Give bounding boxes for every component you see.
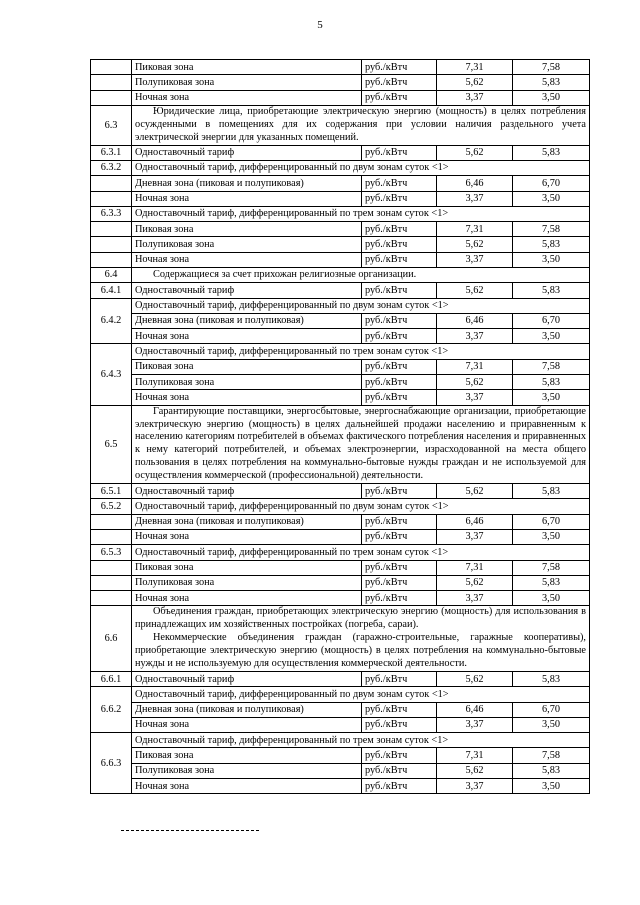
value-period-2: 7,58 [513,359,590,374]
row-number-cell [91,529,132,544]
consumer-category-description [132,267,590,282]
value-period-2: 3,50 [513,252,590,267]
tariff-label: Пиковая зона [132,560,362,575]
value-period-1: 6,46 [437,702,513,717]
table-row [91,90,590,105]
tariff-label: Пиковая зона [132,222,362,237]
value-period-1: 5,62 [437,283,513,298]
row-number-cell: 6.3.3 [91,206,132,221]
table-row [91,405,590,483]
value-period-2: 3,50 [513,529,590,544]
value-period-2: 7,58 [513,748,590,763]
value-period-1: 6,46 [437,176,513,191]
row-number-cell [91,514,132,529]
row-number-cell: 6.6.2 [91,687,132,733]
value-period-2: 6,70 [513,176,590,191]
tariff-label: Дневная зона (пиковая и полупиковая) [132,514,362,529]
unit-cell: руб./кВтч [362,222,437,237]
tariff-label: Ночная зона [132,329,362,344]
consumer-category-description [132,105,590,145]
table-row [91,283,590,298]
table-row [91,75,590,90]
unit-cell: руб./кВтч [362,359,437,374]
table-row [91,329,590,344]
row-number-cell [91,191,132,206]
row-number-cell [91,222,132,237]
table-row [91,390,590,405]
table-row [91,606,590,672]
table-row [91,575,590,590]
tariff-group-label: Одноставочный тариф, дифференцированный по двум зонам суток <1> [132,160,590,175]
table-row [91,591,590,606]
unit-cell: руб./кВтч [362,672,437,687]
consumer-category-description [132,606,590,672]
value-period-2: 7,58 [513,60,590,75]
unit-cell: руб./кВтч [362,779,437,794]
value-period-2: 5,83 [513,575,590,590]
unit-cell: руб./кВтч [362,375,437,390]
value-period-1: 3,37 [437,191,513,206]
value-period-2: 5,83 [513,237,590,252]
tariff-label: Ночная зона [132,529,362,544]
value-period-1: 3,37 [437,529,513,544]
value-period-2: 3,50 [513,591,590,606]
unit-cell: руб./кВтч [362,560,437,575]
row-number-cell [91,60,132,75]
row-number-cell [91,237,132,252]
unit-cell: руб./кВтч [362,763,437,778]
table-row [91,375,590,390]
row-number-cell: 6.3.1 [91,145,132,160]
tariff-group-label: Одноставочный тариф, дифференцированный по трем зонам суток <1> [132,733,590,748]
table-row [91,499,590,514]
unit-cell: руб./кВтч [362,390,437,405]
table-row [91,60,590,75]
tariff-table-body [91,60,590,794]
unit-cell: руб./кВтч [362,484,437,499]
table-row [91,237,590,252]
table-row [91,344,590,359]
consumer-category-description [132,405,590,483]
row-number-cell [91,560,132,575]
table-row [91,145,590,160]
tariff-table [90,59,590,794]
value-period-1: 5,62 [437,75,513,90]
value-period-1: 7,31 [437,748,513,763]
tariff-label: Пиковая зона [132,748,362,763]
value-period-2: 6,70 [513,702,590,717]
tariff-label: Полупиковая зона [132,75,362,90]
table-row [91,763,590,778]
value-period-1: 6,46 [437,514,513,529]
value-period-1: 7,31 [437,222,513,237]
value-period-2: 5,83 [513,283,590,298]
footnote-separator [121,830,259,831]
row-number-cell: 6.6.1 [91,672,132,687]
unit-cell: руб./кВтч [362,575,437,590]
row-number-cell [91,176,132,191]
unit-cell: руб./кВтч [362,237,437,252]
value-period-1: 5,62 [437,763,513,778]
tariff-label: Ночная зона [132,90,362,105]
description-paragraph: Юридические лица, приобретающие электрическую энергию (мощность) в целях потребления осужденными в помещениях для их содержания при условии наличия раздельного учета электрической энергии для указанных помещений. [135,105,586,143]
table-row [91,560,590,575]
row-number-cell: 6.3.2 [91,160,132,175]
row-number-cell: 6.5 [91,405,132,483]
unit-cell: руб./кВтч [362,176,437,191]
value-period-1: 7,31 [437,359,513,374]
value-period-2: 3,50 [513,329,590,344]
row-number-cell [91,252,132,267]
page-number: 5 [317,19,323,31]
unit-cell: руб./кВтч [362,90,437,105]
table-row [91,748,590,763]
value-period-1: 5,62 [437,145,513,160]
value-period-1: 3,37 [437,779,513,794]
tariff-label: Дневная зона (пиковая и полупиковая) [132,313,362,328]
tariff-group-label: Одноставочный тариф, дифференцированный по трем зонам суток <1> [132,545,590,560]
table-row [91,176,590,191]
table-row [91,313,590,328]
value-period-1: 3,37 [437,329,513,344]
tariff-label: Одноставочный тариф [132,145,362,160]
row-number-cell: 6.5.3 [91,545,132,560]
value-period-2: 6,70 [513,514,590,529]
value-period-2: 5,83 [513,484,590,499]
value-period-2: 5,83 [513,75,590,90]
value-period-2: 3,50 [513,717,590,732]
row-number-cell: 6.6.3 [91,733,132,794]
unit-cell: руб./кВтч [362,748,437,763]
value-period-2: 5,83 [513,145,590,160]
unit-cell: руб./кВтч [362,717,437,732]
table-row [91,267,590,282]
tariff-label: Ночная зона [132,591,362,606]
table-row [91,206,590,221]
value-period-2: 3,50 [513,390,590,405]
unit-cell: руб./кВтч [362,60,437,75]
row-number-cell: 6.4.3 [91,344,132,405]
tariff-label: Полупиковая зона [132,375,362,390]
description-paragraph: Некоммерческие объединения граждан (гаражно-строительные, гаражные кооперативы), приобретающие электрическую энергию (мощность) в целях потребления на коммунально-бытовые нужды и не используемую для осуществления коммерческой деятельности. [135,632,586,670]
description-paragraph: Гарантирующие поставщики, энергосбытовые, энергоснабжающие организации, приобретающие электрическую энергию (мощность) в целях дальнейшей продажи населению и приравненным к населению категориям потребителей в объемах фактического потребления населения и приравненных к нему категорий потребителей, и объемах электроэнергии, израсходованной на места общего пользования в целях потребления на коммунально-бытовые нужды граждан и не используемой для осуществления коммерческой (профессиональной) деятельности. [135,405,586,482]
tariff-label: Полупиковая зона [132,237,362,252]
unit-cell: руб./кВтч [362,252,437,267]
value-period-1: 6,46 [437,313,513,328]
table-row [91,672,590,687]
value-period-2: 5,83 [513,672,590,687]
tariff-label: Полупиковая зона [132,575,362,590]
value-period-1: 5,62 [437,484,513,499]
tariff-label: Ночная зона [132,779,362,794]
tariff-label: Ночная зона [132,717,362,732]
tariff-label: Полупиковая зона [132,763,362,778]
unit-cell: руб./кВтч [362,283,437,298]
description-paragraph: Объединения граждан, приобретающих электрическую энергию (мощность) для использования в принадлежащих им хозяйственных постройках (погреба, сараи). [135,606,586,631]
tariff-label: Одноставочный тариф [132,484,362,499]
value-period-2: 7,58 [513,222,590,237]
row-number-cell: 6.5.1 [91,484,132,499]
value-period-2: 3,50 [513,90,590,105]
table-row [91,779,590,794]
unit-cell: руб./кВтч [362,329,437,344]
tariff-group-label: Одноставочный тариф, дифференцированный по двум зонам суток <1> [132,687,590,702]
value-period-2: 5,83 [513,763,590,778]
unit-cell: руб./кВтч [362,75,437,90]
tariff-group-label: Одноставочный тариф, дифференцированный по трем зонам суток <1> [132,206,590,221]
table-row [91,484,590,499]
value-period-1: 3,37 [437,717,513,732]
value-period-1: 5,62 [437,672,513,687]
table-row [91,160,590,175]
tariff-label: Пиковая зона [132,60,362,75]
table-row [91,252,590,267]
row-number-cell [91,575,132,590]
tariff-label: Ночная зона [132,252,362,267]
value-period-2: 3,50 [513,779,590,794]
table-row [91,514,590,529]
tariff-label: Одноставочный тариф [132,672,362,687]
tariff-label: Дневная зона (пиковая и полупиковая) [132,176,362,191]
row-number-cell [91,75,132,90]
table-row [91,717,590,732]
row-number-cell: 6.5.2 [91,499,132,514]
unit-cell: руб./кВтч [362,702,437,717]
row-number-cell [91,591,132,606]
unit-cell: руб./кВтч [362,313,437,328]
value-period-2: 5,83 [513,375,590,390]
value-period-1: 3,37 [437,591,513,606]
table-row [91,191,590,206]
value-period-2: 3,50 [513,191,590,206]
table-row [91,359,590,374]
unit-cell: руб./кВтч [362,514,437,529]
row-number-cell [91,90,132,105]
row-number-cell: 6.4.1 [91,283,132,298]
tariff-label: Ночная зона [132,390,362,405]
table-row [91,702,590,717]
value-period-1: 7,31 [437,560,513,575]
table-row [91,733,590,748]
value-period-1: 3,37 [437,252,513,267]
row-number-cell: 6.6 [91,606,132,672]
table-row [91,298,590,313]
row-number-cell: 6.4 [91,267,132,282]
tariff-label: Ночная зона [132,191,362,206]
table-row [91,105,590,145]
unit-cell: руб./кВтч [362,591,437,606]
table-row [91,222,590,237]
table-row [91,529,590,544]
tariff-group-label: Одноставочный тариф, дифференцированный по двум зонам суток <1> [132,499,590,514]
unit-cell: руб./кВтч [362,145,437,160]
value-period-2: 6,70 [513,313,590,328]
value-period-1: 5,62 [437,375,513,390]
row-number-cell: 6.4.2 [91,298,132,344]
description-paragraph: Содержащиеся за счет прихожан религиозные организации. [153,268,417,280]
value-period-1: 3,37 [437,390,513,405]
tariff-group-label: Одноставочный тариф, дифференцированный по трем зонам суток <1> [132,344,590,359]
value-period-1: 7,31 [437,60,513,75]
unit-cell: руб./кВтч [362,529,437,544]
value-period-1: 3,37 [437,90,513,105]
tariff-label: Пиковая зона [132,359,362,374]
table-row [91,545,590,560]
row-number-cell: 6.3 [91,105,132,145]
unit-cell: руб./кВтч [362,191,437,206]
tariff-label: Одноставочный тариф [132,283,362,298]
value-period-1: 5,62 [437,237,513,252]
value-period-1: 5,62 [437,575,513,590]
tariff-label: Дневная зона (пиковая и полупиковая) [132,702,362,717]
tariff-group-label: Одноставочный тариф, дифференцированный по двум зонам суток <1> [132,298,590,313]
value-period-2: 7,58 [513,560,590,575]
table-row [91,687,590,702]
